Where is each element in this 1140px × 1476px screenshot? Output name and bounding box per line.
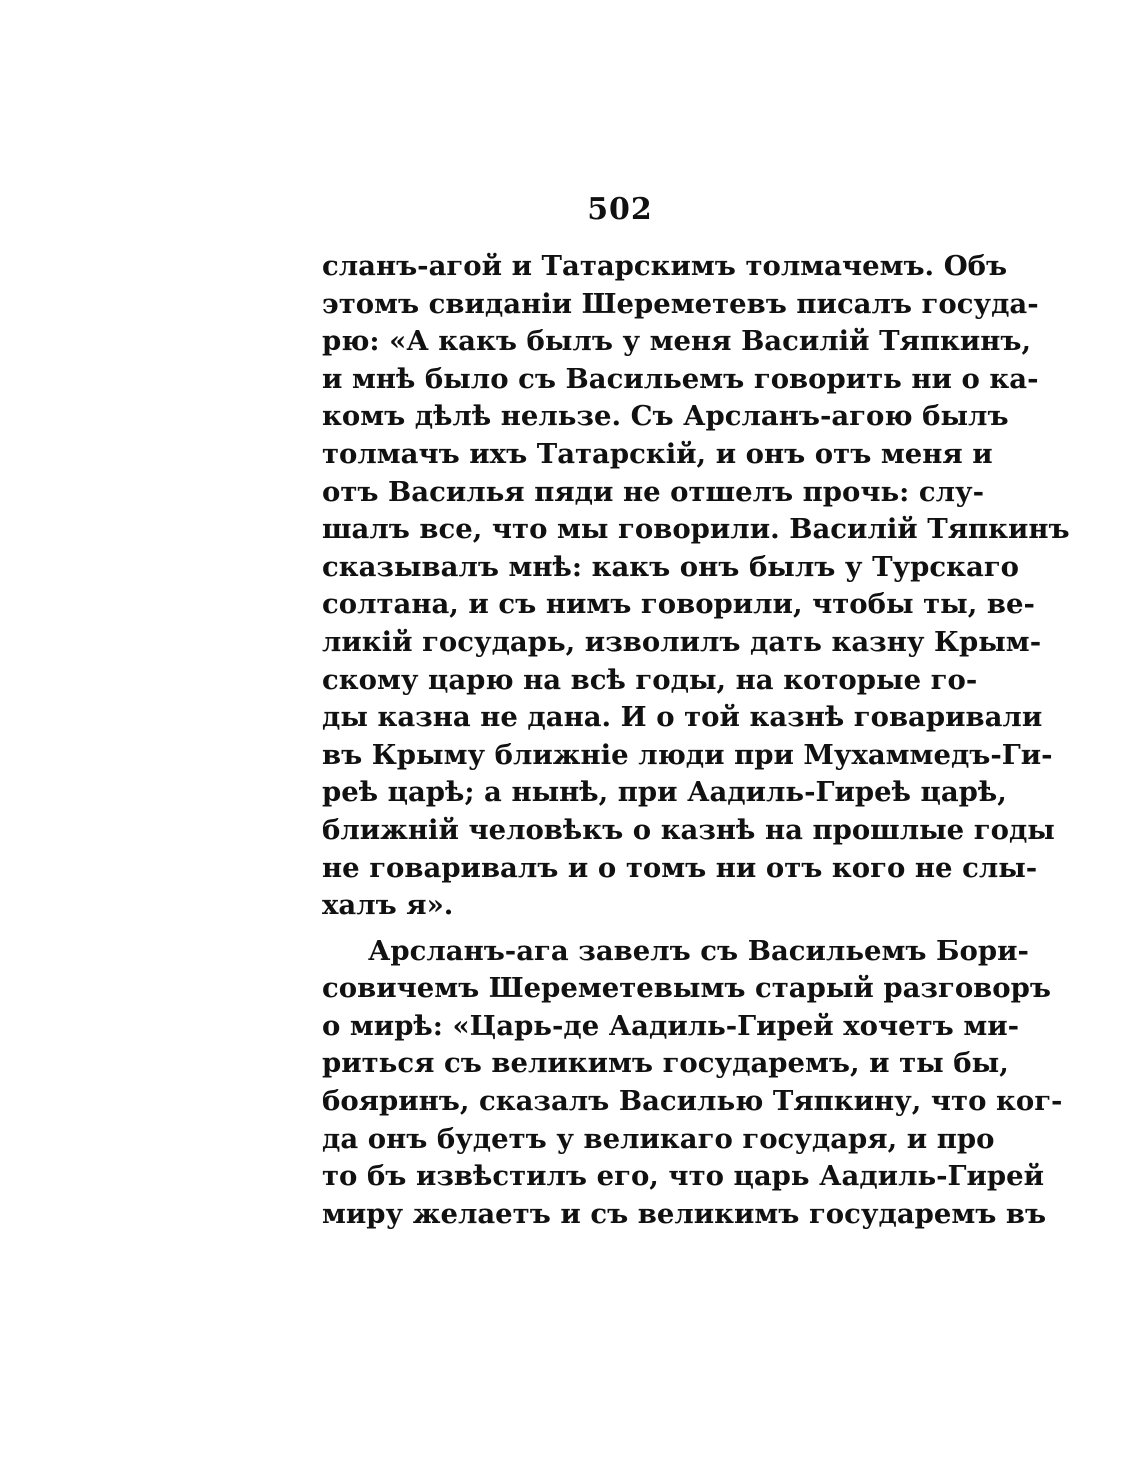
text-line: комъ дѣлѣ нельзе. Съ Арсланъ-агою былъ (322, 400, 1009, 433)
text-line: миру желаетъ и съ великимъ государемъ въ (322, 1197, 1047, 1230)
text-line: Арсланъ-ага завелъ съ Васильемъ Бори- (368, 934, 1029, 967)
text-line: ликій государь, изволилъ дать казну Крым- (322, 625, 1042, 658)
text-line: солтана, и съ нимъ говорили, чтобы ты, ве- (322, 588, 1035, 621)
text-line: халъ я». (322, 889, 454, 922)
paragraph (322, 248, 1070, 925)
text-line: бояринъ, сказалъ Василью Тяпкину, что ког- (322, 1085, 1063, 1118)
text-line: толмачъ ихъ Татарскій, и онъ отъ меня и (322, 437, 993, 470)
text-line: совичемъ Шереметевымъ старый разговоръ (322, 972, 1051, 1005)
paragraph (322, 933, 1063, 1234)
text-line: о мирѣ: «Царь-де Аадиль-Гирей хочетъ ми- (322, 1009, 1020, 1042)
text-line: да онъ будетъ у великаго государя, и про (322, 1122, 995, 1155)
text-line: риться съ великимъ государемъ, и ты бы, (322, 1047, 1009, 1080)
text-line: и мнѣ было съ Васильемъ говорить ни о ка- (322, 362, 1039, 395)
text-line: не говаривалъ и о томъ ни отъ кого не слы- (322, 851, 1038, 884)
text-line: скому царю на всѣ годы, на которые го- (322, 663, 978, 696)
text-line: то бъ извѣстилъ его, что царь Аадиль-Гирей (322, 1160, 1045, 1193)
text-line: въ Крыму ближніе люди при Мухаммедъ-Ги- (322, 738, 1053, 771)
text-line: ближній человѣкъ о казнѣ на прошлые годы (322, 813, 1055, 846)
text-line: отъ Василья пяди не отшелъ прочь: слу- (322, 475, 985, 508)
text-line: ды казна не дана. И о той казнѣ говаривали (322, 701, 1043, 734)
text-line: реѣ царѣ; а нынѣ, при Аадиль-Гиреѣ царѣ, (322, 776, 1007, 809)
text-line: сланъ-агой и Татарскимъ толмачемъ. Объ (322, 250, 1008, 282)
page-number: 502 (587, 192, 653, 227)
paragraph-gap (322, 925, 912, 933)
body-text (322, 248, 1070, 1233)
text-line: шалъ все, что мы говорили. Василій Тяпкинъ (322, 513, 1070, 546)
text-line: рю: «А какъ былъ у меня Василій Тяпкинъ, (322, 325, 1032, 358)
text-line: этомъ свиданіи Шереметевъ писалъ госуда- (322, 287, 1039, 320)
text-line: сказывалъ мнѣ: какъ онъ былъ у Турскаго (322, 550, 1020, 583)
